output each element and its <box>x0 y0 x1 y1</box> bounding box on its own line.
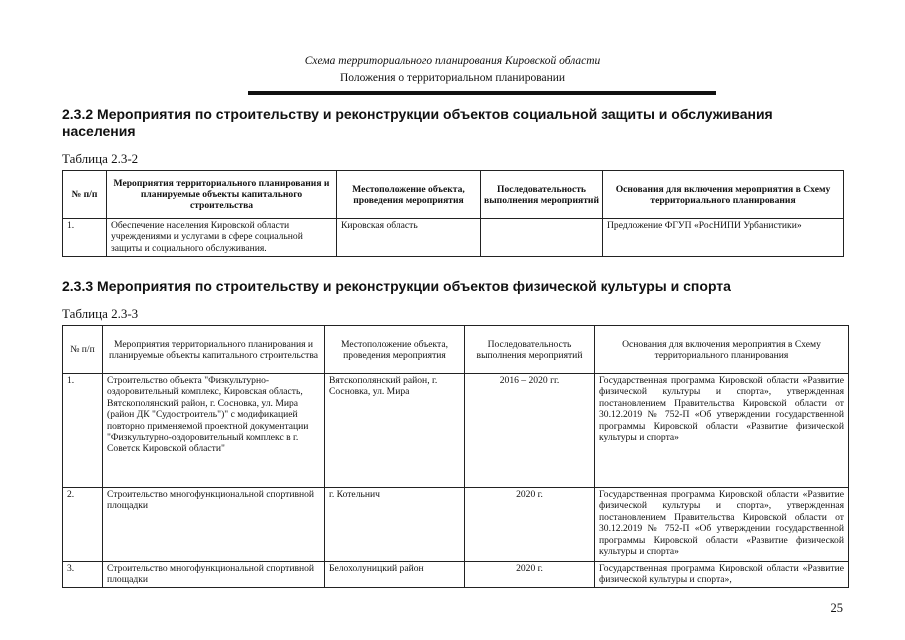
cell-basis: Предложение ФГУП «РосНИПИ Урбанистики» <box>603 219 844 257</box>
table-row <box>63 562 849 588</box>
cell-number: 1. <box>63 219 107 257</box>
cell-location: Белохолуницкий район <box>325 562 465 588</box>
col-header-sequence: Последовательность выполнения мероприятий <box>481 171 603 219</box>
cell-measure: Строительство многофункциональной спортивной площадки <box>103 488 325 562</box>
table-header-row <box>63 171 844 219</box>
table-2-3-2 <box>62 170 844 257</box>
cell-sequence: 2016 – 2020 гг. <box>465 374 595 488</box>
cell-sequence: 2020 г. <box>465 488 595 562</box>
col-header-basis: Основания для включения мероприятия в Схему территориального планирования <box>603 171 844 219</box>
col-header-location: Местоположение объекта, проведения мероприятия <box>337 171 481 219</box>
cell-measure: Обеспечение населения Кировской области учреждениями и услугами в сфере социальной защиты и социального обслуживания. <box>107 219 337 257</box>
cell-sequence <box>481 219 603 257</box>
header-divider <box>248 91 716 95</box>
col-header-sequence: Последовательность выполнения мероприятий <box>465 326 595 374</box>
cell-measure: Строительство многофункциональной спортивной площадки <box>103 562 325 588</box>
col-header-number: № п/п <box>63 171 107 219</box>
cell-basis: Государственная программа Кировской области «Развитие физической культуры и спорта», утвержденная постановлением Правительства Кировской области от 30.12.2019 № 752-П «Об утверждении государственной программы Кировской области «Развитие физической культуры и спорта» <box>595 374 849 488</box>
cell-sequence: 2020 г. <box>465 562 595 588</box>
cell-location: Вятскополянский район, г. Сосновка, ул. Мира <box>325 374 465 488</box>
col-header-basis: Основания для включения мероприятия в Схему территориального планирования <box>595 326 849 374</box>
table-row <box>63 219 844 257</box>
cell-number: 2. <box>63 488 103 562</box>
document-header-subtitle: Положения о территориальном планировании <box>339 72 566 84</box>
cell-number: 1. <box>63 374 103 488</box>
table-row <box>63 488 849 562</box>
table-row <box>63 374 849 488</box>
cell-number: 3. <box>63 562 103 588</box>
table-header-row <box>63 326 849 374</box>
section-2-3-3-heading: 2.3.3 Мероприятия по строительству и реконструкции объектов физической культуры и спорта <box>62 278 731 294</box>
cell-basis: Государственная программа Кировской области «Развитие физической культуры и спорта», <box>595 562 849 588</box>
cell-measure: Строительство объекта "Физкультурно-оздоровительный комплекс, Кировская область, Вятскополянский район, г. Сосновка, ул. Мира (район ДК "Судостроитель")" с модификацией повторно применяемой проектной документации "Физкультурно-оздоровительный комплекс в г. Советск Кировской области" <box>103 374 325 488</box>
col-header-measures: Мероприятия территориального планирования и планируемые объекты капитального строительства <box>107 171 337 219</box>
table-2-3-3-caption: Таблица 2.3-3 <box>62 306 139 321</box>
cell-basis: Государственная программа Кировской области «Развитие физической культуры и спорта», утвержденная постановлением Правительства Кировской области от 30.12.2019 № 752-П «Об утверждении государственной программы Кировской области «Развитие физической культуры и спорта» <box>595 488 849 562</box>
col-header-location: Местоположение объекта, проведения мероприятия <box>325 326 465 374</box>
cell-location: Кировская область <box>337 219 481 257</box>
col-header-number: № п/п <box>63 326 103 374</box>
document-header-title: Схема территориального планирования Кировской области <box>304 55 601 67</box>
table-2-3-2-caption: Таблица 2.3-2 <box>62 151 139 166</box>
col-header-measures: Мероприятия территориального планирования и планируемые объекты капитального строительства <box>103 326 325 374</box>
cell-location: г. Котельнич <box>325 488 465 562</box>
section-2-3-2-heading: 2.3.2 Мероприятия по строительству и реконструкции объектов социальной защиты и обслуживания населения <box>62 106 773 139</box>
table-2-3-3 <box>62 325 849 588</box>
page-number: 25 <box>830 601 843 615</box>
